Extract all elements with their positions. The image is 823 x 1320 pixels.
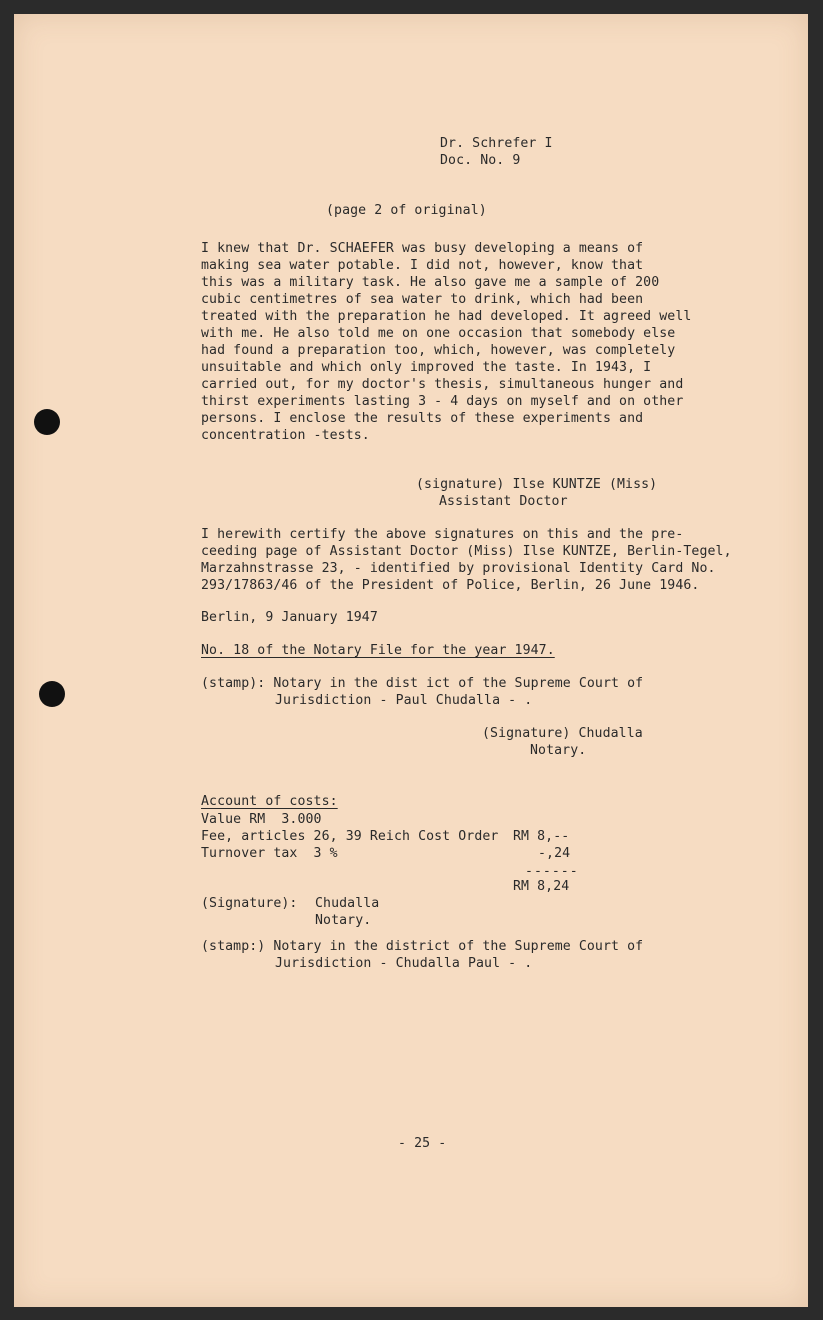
costs-fee-label: Fee, articles 26, 39 Reich Cost Order [201, 829, 499, 844]
notary-title: Notary. [530, 743, 587, 758]
stamp-line: Jurisdiction - Paul Chudalla - . [275, 693, 533, 708]
cost-signature-label: (Signature): [201, 896, 298, 911]
costs-total: RM 8,24 [513, 879, 570, 894]
signature-title: Assistant Doctor [439, 494, 568, 509]
stamp-line: (stamp:) Notary in the district of the Supreme Court of [201, 939, 644, 954]
cost-signature-title: Notary. [315, 913, 372, 928]
certify-line: I herewith certify the above signatures on this and the pre- [201, 527, 684, 542]
body-line: this was a military task. He also gave me a sample of 200 [201, 275, 660, 290]
body-line: treated with the preparation he had developed. It agreed well [201, 309, 692, 324]
costs-tax-amount: -,24 [538, 846, 571, 861]
header-doc-number: Doc. No. 9 [440, 153, 521, 168]
body-line: cubic centimetres of sea water to drink, which had been [201, 292, 644, 307]
costs-fee-amount: RM 8,-- [513, 829, 570, 844]
certify-line: 293/17863/46 of the President of Police, Berlin, 26 June 1946. [201, 578, 700, 593]
body-line: unsuitable and which only improved the taste. In 1943, I [201, 360, 652, 375]
header-doc-author: Dr. Schrefer I [440, 136, 553, 151]
punch-hole-lower [39, 681, 65, 707]
body-line: carried out, for my doctor's thesis, simultaneous hunger and [201, 377, 684, 392]
certify-line: ceeding page of Assistant Doctor (Miss) Ilse KUNTZE, Berlin-Tegel, [201, 544, 732, 559]
costs-sum-rule: ------ [525, 864, 579, 879]
date-line: Berlin, 9 January 1947 [201, 610, 378, 625]
cost-signature-name: Chudalla [315, 896, 380, 911]
stamp-line: (stamp): Notary in the dist ict of the Supreme Court of [201, 676, 644, 691]
body-line: concentration -tests. [201, 428, 370, 443]
certify-line: Marzahnstrasse 23, - identified by provisional Identity Card No. [201, 561, 716, 576]
punch-hole-upper [34, 409, 60, 435]
body-line: with me. He also told me on one occasion that somebody else [201, 326, 676, 341]
document-page [14, 14, 808, 1307]
notary-signature: (Signature) Chudalla [482, 726, 643, 741]
body-line: had found a preparation too, which, however, was completely [201, 343, 676, 358]
signature-line: (signature) Ilse KUNTZE (Miss) [416, 477, 658, 492]
body-line: persons. I enclose the results of these experiments and [201, 411, 644, 426]
notary-file-line: No. 18 of the Notary File for the year 1947. [201, 643, 555, 658]
body-line: I knew that Dr. SCHAEFER was busy developing a means of [201, 241, 644, 256]
stamp-line: Jurisdiction - Chudalla Paul - . [275, 956, 533, 971]
body-line: making sea water potable. I did not, however, know that [201, 258, 644, 273]
page-note: (page 2 of original) [326, 203, 487, 218]
costs-value: Value RM 3.000 [201, 812, 322, 827]
page-number: - 25 - [398, 1136, 447, 1151]
costs-heading: Account of costs: [201, 794, 338, 809]
costs-tax-label: Turnover tax 3 % [201, 846, 338, 861]
body-line: thirst experiments lasting 3 - 4 days on myself and on other [201, 394, 684, 409]
